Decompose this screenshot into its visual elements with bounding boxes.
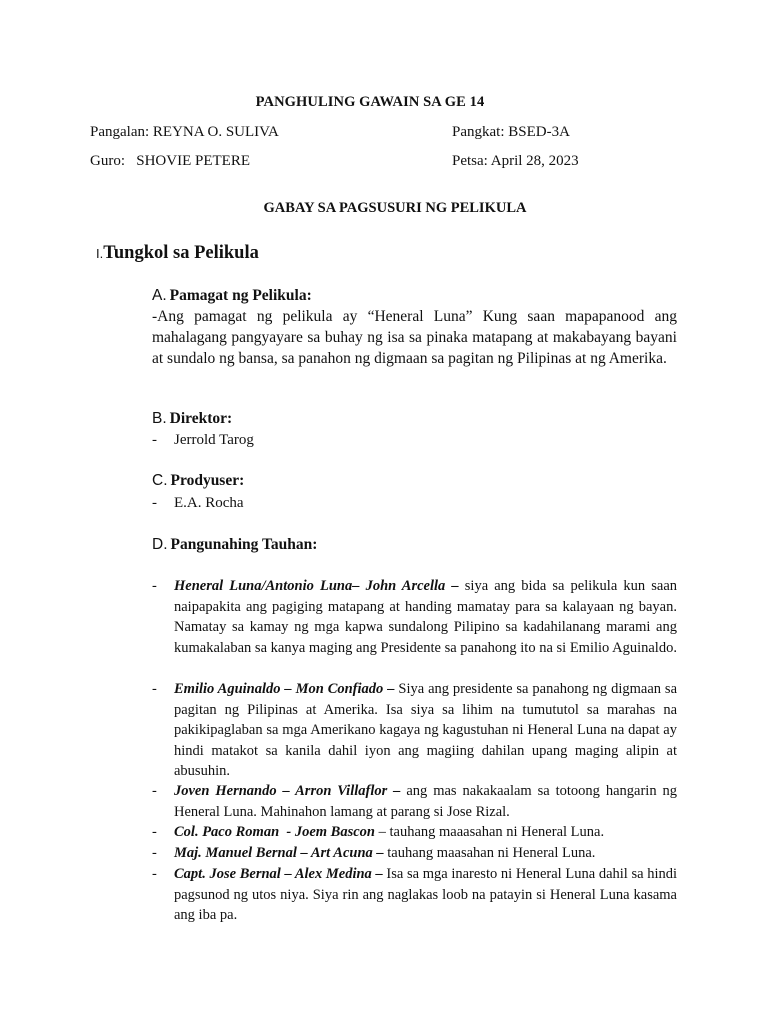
subheading-text: Prodyuser:: [170, 472, 245, 489]
character-name: Maj. Manuel Bernal – Art Acuna –: [174, 845, 384, 861]
title-description: -Ang pamagat ng pelikula ay “Heneral Luna” Kung saan mapapanood ang mahalagang pangyayare sa buhay ng isa sa pinaka matapang at makabayang bayani at sundalo ng bansa, sa panahon ng digmaan sa pagitan ng Pilipinas at ng Amerika.: [152, 308, 677, 367]
list-item: [152, 781, 677, 822]
character-name: Col. Paco Roman - Joem Bascon: [174, 824, 375, 840]
list-dash: -: [152, 495, 157, 511]
teacher-name: Guro: SHOVIE PETERE: [90, 153, 250, 169]
character-name: Heneral Luna/Antonio Luna– John Arcella –: [174, 578, 459, 594]
list-item: [152, 576, 677, 658]
subheading-producer: [152, 472, 244, 490]
director-name: Jerrold Tarog: [174, 432, 254, 448]
subheading-text: Pangunahing Tauhan:: [170, 536, 318, 553]
producer-item: [152, 493, 677, 514]
section-title: Tungkol sa Pelikula: [103, 243, 259, 263]
submission-date: Petsa: April 28, 2023: [452, 153, 579, 169]
list-dash: -: [152, 866, 157, 882]
character-description: tauhang maasahan ni Heneral Luna.: [383, 845, 596, 861]
subheading-title: [152, 287, 312, 305]
subheading-text: Pamagat ng Pelikula:: [169, 287, 312, 304]
character-description: – tauhang maaasahan ni Heneral Luna.: [375, 824, 605, 840]
subheading-director: [152, 410, 232, 428]
list-item: [152, 679, 677, 782]
list-item: [152, 864, 677, 926]
character-name: Joven Hernando – Arron Villaflor –: [174, 783, 401, 799]
subheading-text: Direktor:: [169, 410, 233, 427]
student-name: Pangalan: REYNA O. SULIVA: [90, 124, 279, 140]
subheading-letter: D.: [152, 536, 168, 553]
student-section: Pangkat: BSED-3A: [452, 124, 570, 140]
character-description: siya ang bida sa pelikula kun saan naipapakita ang pagiging matapang at handing mamatay para sa kalayaan ng bayan. Namatay sa kamay ng mga kapwa sundalong Pilipino sa kadahilanang marami ang kumakalaban sa kanya maging ang Presidente sa panahong ito na si Emilio Aguinaldo.: [174, 578, 678, 656]
list-item: [152, 822, 677, 843]
list-dash: -: [152, 824, 157, 840]
character-description: Isa sa mga inaresto ni Heneral Luna dahil sa hindi pagsunod ng utos niya. Siya rin ang naglakas loob na patayin si Heneral Luna kasama ang iba pa.: [174, 866, 678, 924]
list-dash: -: [152, 783, 157, 799]
subheading-characters: [152, 536, 317, 554]
character-description: Siya ang presidente sa panahong ng digmaan sa pagitan ng Pilipinas at Amerika. Isa siya sa lihim na tumututol sa marahas na pakikipaglaban sa mga Amerikano kagaya ng kagustuhan ni Heneral Luna na dapat ay hindi matakot sa kanila dahil iyon ang magiing dahilan upang maging alipin at abusuhin.: [174, 681, 678, 780]
list-dash: -: [152, 845, 157, 861]
section-number: I.: [96, 246, 104, 261]
document-title: PANGHULING GAWAIN SA GE 14: [255, 94, 485, 110]
list-dash: -: [152, 578, 157, 594]
subheading-letter: C.: [152, 472, 168, 489]
subheading-letter: B.: [152, 410, 167, 427]
character-name: Capt. Jose Bernal – Alex Medina –: [174, 866, 383, 882]
producer-name: E.A. Rocha: [174, 495, 244, 511]
info-row-2: [90, 153, 690, 170]
section-heading: [96, 243, 259, 264]
subheading-letter: A.: [152, 287, 167, 304]
list-item: [152, 843, 677, 864]
document-subtitle: GABAY SA PAGSUSURI NG PELIKULA: [263, 200, 527, 216]
character-description: ang mas nakakaalam sa totoong hangarin ng Heneral Luna. Mahinahon lamang at parang si Jose Rizal.: [174, 783, 677, 820]
info-row-1: [90, 124, 690, 141]
director-item: [152, 430, 677, 451]
list-dash: -: [152, 432, 157, 448]
list-dash: -: [152, 681, 157, 697]
character-name: Emilio Aguinaldo – Mon Confiado –: [174, 681, 395, 697]
